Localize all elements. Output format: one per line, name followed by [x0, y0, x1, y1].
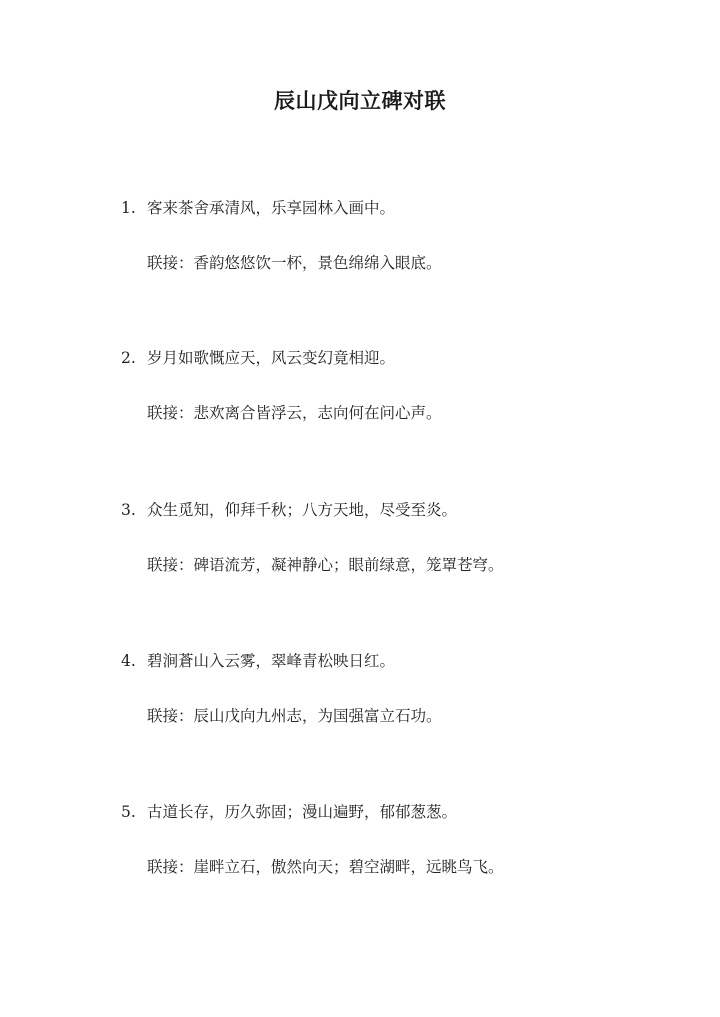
couplet-text: 岁月如歌慨应天，风云变幻竟相迎。	[147, 349, 396, 367]
item-number: 5.	[121, 803, 136, 821]
couplet-line	[121, 499, 681, 521]
couplet-line	[121, 197, 681, 219]
couplet-line	[121, 801, 681, 823]
couplet-text: 古道长存，历久弥固；漫山遍野，郁郁葱葱。	[147, 803, 458, 821]
item-number: 4.	[121, 652, 136, 670]
couplet-item	[121, 650, 681, 727]
item-number: 3.	[121, 501, 136, 519]
couplet-reply: 联接：崖畔立石，傲然向天；碧空湖畔，远眺鸟飞。	[147, 858, 504, 876]
couplet-item	[121, 347, 681, 424]
couplet-item	[121, 197, 681, 274]
couplet-item	[121, 499, 681, 576]
couplet-reply: 联接：香韵悠悠饮一杯，景色绵绵入眼底。	[147, 254, 442, 272]
couplet-reply: 联接：辰山戊向九州志，为国强富立石功。	[147, 707, 442, 725]
document-title: 辰山戊向立碑对联	[274, 88, 446, 113]
couplet-text: 众生觅知，仰拜千秋；八方天地，尽受至炎。	[147, 501, 458, 519]
couplet-text: 客来茶舍承清风，乐享园林入画中。	[147, 199, 396, 217]
couplet-line	[121, 347, 681, 369]
couplet-reply: 联接：碑语流芳，凝神静心；眼前绿意，笼罩苍穹。	[147, 556, 504, 574]
couplet-text: 碧涧蒼山入云雾，翠峰青松映日红。	[147, 652, 396, 670]
couplet-line	[121, 650, 681, 672]
item-number: 2.	[121, 349, 136, 367]
couplet-reply: 联接：悲欢离合皆浮云，志向何在问心声。	[147, 404, 442, 422]
couplet-item	[121, 801, 681, 878]
item-number: 1.	[121, 199, 136, 217]
